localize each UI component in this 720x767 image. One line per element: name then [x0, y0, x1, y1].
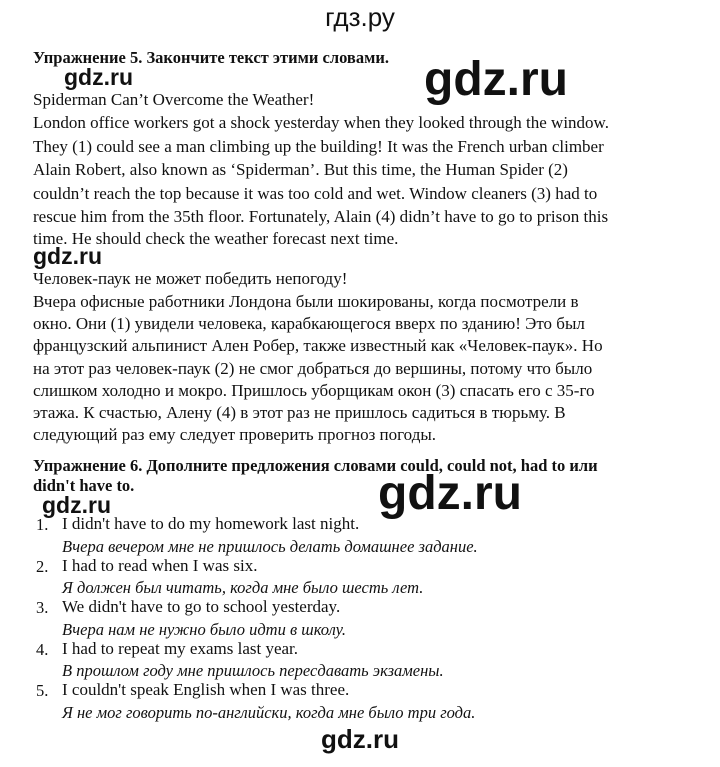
- site-footer: gdz.ru: [321, 724, 399, 754]
- watermark-large: gdz.ru: [424, 53, 568, 106]
- item-sentence: I couldn't speak English when I was three.: [62, 680, 350, 699]
- russian-text-line: французский альпинист Ален Робер, также известный как «Человек-паук». Но: [33, 336, 603, 355]
- russian-title: Человек-паук не может победить непогоду!: [33, 269, 348, 288]
- exercise-6-heading-cont: didn't have to.: [33, 476, 135, 495]
- item-translation: Я не мог говорить по-английски, когда мне было три года.: [62, 703, 476, 722]
- exercise-6-heading: Упражнение 6. Дополните предложения словами could, could not, had to или: [33, 456, 598, 475]
- site-header: гдз.ру: [325, 2, 395, 32]
- item-number: 4.: [36, 640, 49, 659]
- english-title: Spiderman Can’t Overcome the Weather!: [33, 90, 315, 109]
- watermark-large: gdz.ru: [378, 467, 522, 520]
- watermark: gdz.ru: [42, 492, 111, 518]
- item-translation: Я должен был читать, когда мне было шесть лет.: [62, 578, 424, 597]
- russian-text-line: Вчера офисные работники Лондона были шокированы, когда посмотрели в: [33, 292, 579, 311]
- item-translation: Вчера вечером мне не пришлось делать домашнее задание.: [62, 537, 478, 556]
- watermark: gdz.ru: [64, 64, 133, 90]
- item-number: 3.: [36, 598, 49, 617]
- english-text-line: time. He should check the weather forecast next time.: [33, 229, 399, 248]
- russian-text-line: на этот раз человек-паук (2) не смог добраться до вершины, потому что было: [33, 359, 593, 378]
- russian-text-line: следующий раз ему следует проверить прогноз погоды.: [33, 425, 437, 444]
- russian-text-line: слишком холодно и мокро. Пришлось уборщикам окон (3) спасать его с 35-го: [33, 381, 595, 400]
- item-translation: В прошлом году мне пришлось пересдавать экзамены.: [62, 661, 444, 680]
- russian-text-line: окно. Они (1) увидели человека, карабкающегося вверх по зданию! Это был: [33, 314, 585, 333]
- english-text-line: Alain Robert, also known as ‘Spiderman’. But this time, the Human Spider (2): [33, 160, 568, 179]
- item-translation: Вчера нам не нужно было идти в школу.: [62, 620, 347, 639]
- item-number: 1.: [36, 515, 49, 534]
- english-text-line: They (1) could see a man climbing up the building! It was the French urban climber: [33, 137, 604, 156]
- item-sentence: We didn't have to go to school yesterday.: [62, 597, 341, 616]
- item-number: 2.: [36, 557, 49, 576]
- english-text-line: couldn’t reach the top because it was too cold and wet. Window cleaners (3) had to: [33, 184, 598, 203]
- english-text-line: London office workers got a shock yesterday when they looked through the window.: [33, 113, 609, 132]
- watermark: gdz.ru: [33, 243, 102, 269]
- english-text-line: rescue him from the 35th floor. Fortunately, Alain (4) didn’t have to go to prison this: [33, 207, 609, 226]
- item-sentence: I had to repeat my exams last year.: [62, 639, 299, 658]
- russian-text-line: этажа. К счастью, Алену (4) в этот раз не пришлось садиться в тюрьму. В: [33, 403, 566, 422]
- item-sentence: I had to read when I was six.: [62, 556, 258, 575]
- item-sentence: I didn't have to do my homework last night.: [62, 514, 360, 533]
- exercise-5-heading: Упражнение 5. Закончите текст этими словами.: [33, 48, 389, 67]
- item-number: 5.: [36, 681, 49, 700]
